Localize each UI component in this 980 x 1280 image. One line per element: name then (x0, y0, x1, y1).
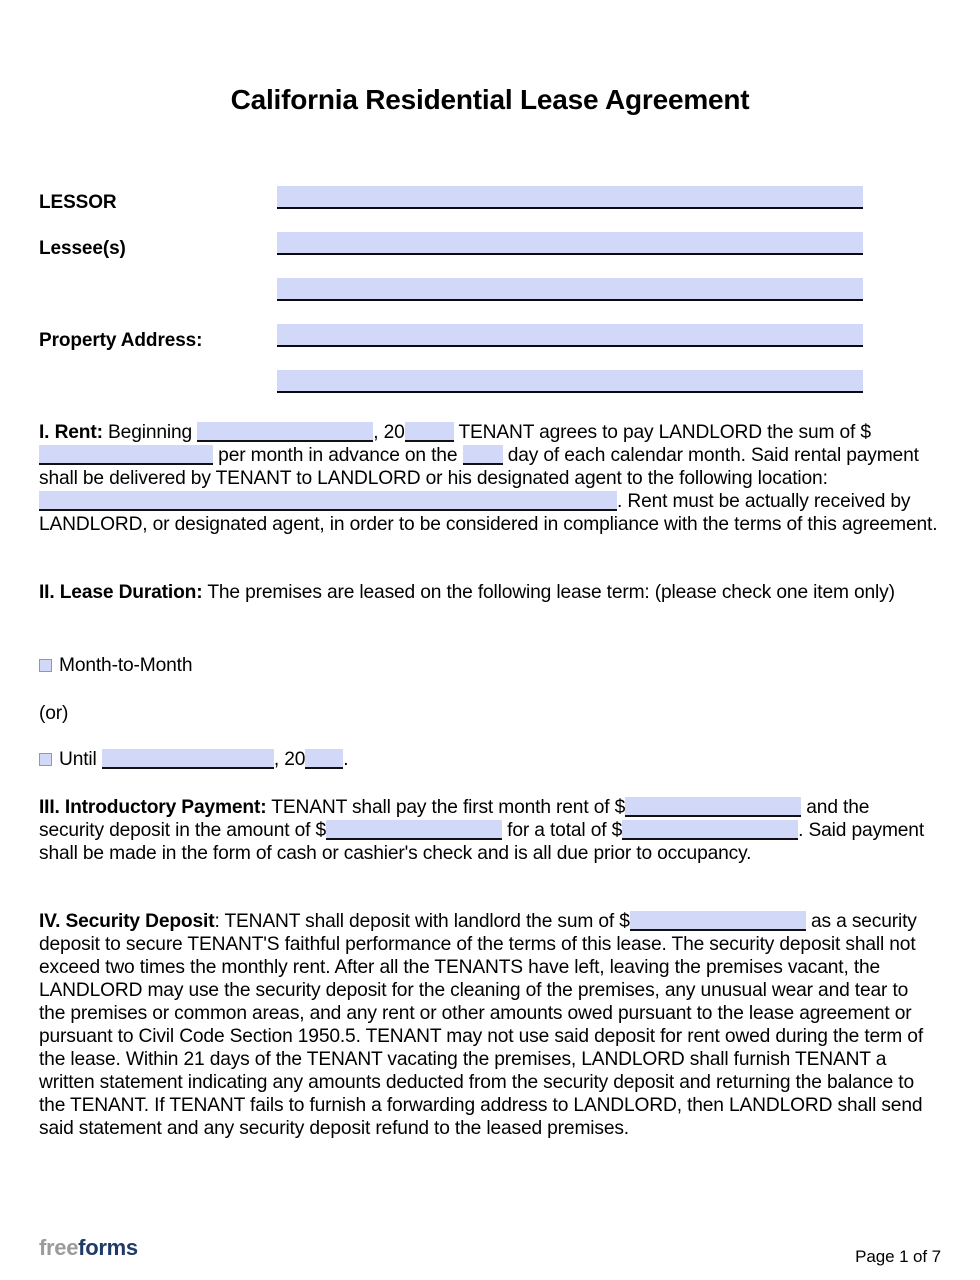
section-introductory-payment-text-1: TENANT shall pay the first month rent of $ (266, 797, 626, 818)
section-introductory-payment-text-2: and the security deposit in the amount of $ (39, 797, 870, 841)
option-month-to-month-label: Month-to-Month (59, 655, 193, 676)
or-separator: (or) (39, 703, 69, 724)
logo-text-forms: forms (78, 1235, 138, 1260)
option-month-to-month[interactable] (39, 654, 192, 677)
until-year-input[interactable] (305, 749, 343, 769)
total-payment-input[interactable] (622, 820, 798, 840)
section-rent-number: I. (39, 422, 50, 443)
property-address-input[interactable] (277, 324, 863, 347)
checkbox-icon-until[interactable] (39, 753, 52, 766)
rent-beginning-date-input[interactable] (197, 422, 373, 442)
section-introductory-payment-text-4: . Said payment shall be made in the form of cash or cashier's check and is all due prior to occupancy. (39, 820, 924, 864)
lessee-row (39, 232, 941, 278)
section-rent-text-1: Beginning (102, 422, 198, 443)
section-rent-text-5: day of each calendar month. Said rental payment shall be delivered by TENANT to LANDLORD or his designated agent to the following location: (39, 445, 919, 489)
lessee-label: Lessee(s) (39, 238, 126, 259)
page-title: California Residential Lease Agreement (230, 84, 750, 115)
lessee-input[interactable] (277, 232, 863, 255)
section-introductory-payment (39, 796, 939, 865)
page-number: Page 1 of 7 (855, 1247, 941, 1266)
until-date-input[interactable] (102, 749, 274, 769)
section-security-deposit-colon: : (214, 911, 225, 932)
section-rent (39, 421, 939, 536)
checkbox-icon-month-to-month[interactable] (39, 659, 52, 672)
lessee-secondary-row (39, 278, 941, 324)
section-lease-duration-heading: Lease Duration: (59, 582, 203, 603)
section-rent-text-4: per month in advance on the (213, 445, 463, 466)
section-introductory-payment-number: III. (39, 797, 60, 818)
property-address-label: Property Address: (39, 330, 203, 351)
first-month-rent-input[interactable] (625, 797, 801, 817)
security-deposit-amount-input[interactable] (326, 820, 502, 840)
option-until-label: Until (59, 749, 102, 770)
section-lease-duration-body: The premises are leased on the following lease term: (please check one item only) (202, 582, 895, 603)
property-address-row (39, 324, 941, 370)
rent-payment-location-input[interactable] (39, 491, 617, 511)
lessor-label: LESSOR (39, 192, 117, 213)
section-security-deposit-text-1: TENANT shall deposit with landlord the sum of $ (224, 911, 630, 932)
section-introductory-payment-heading: Introductory Payment: (64, 797, 267, 818)
lessor-input[interactable] (277, 186, 863, 209)
rent-beginning-year-input[interactable] (405, 422, 454, 442)
section-rent-text-6: . Rent must be actually received by LANDLORD, or designated agent, in order to be considered in compliance with the terms of this agreement. (39, 491, 938, 535)
party-information-block (39, 186, 941, 416)
section-security-deposit (39, 910, 939, 1140)
section-security-deposit-number: IV. (39, 911, 61, 932)
security-deposit-sum-input[interactable] (630, 911, 806, 931)
freeforms-logo (39, 1235, 138, 1261)
option-until[interactable] (39, 748, 348, 771)
section-rent-text-2: , 20 (373, 422, 405, 443)
section-security-deposit-text-2: as a security deposit to secure TENANT'S faithful performance of the terms of this lease. The security deposit shall not exceed two times the monthly rent. After all the TENANTS have left, leaving the premises vacant, the LANDLORD may use the security deposit for the cleaning of the premises, any unusual wear and tear to the premises or common areas, and any rent or other amounts owed pursuant to the lease agreement or pursuant to Civil Code Section 1950.5. TENANT may not use said deposit for rent owed during the term of the lease. Within 21 days of the TENANT vacating the premises, LANDLORD shall furnish TENANT a written statement indicating any amounts deducted from the security deposit and returning the balance to the TENANT. If TENANT fails to furnish a forwarding address to LANDLORD, then LANDLORD shall send said statement and any security deposit refund to the leased premises. (39, 911, 924, 1139)
rent-amount-input[interactable] (39, 445, 213, 465)
property-address-secondary-row (39, 370, 941, 416)
section-security-deposit-heading: Security Deposit (65, 911, 215, 932)
section-lease-duration-number: II. (39, 582, 55, 603)
option-until-mid: , 20 (273, 749, 306, 770)
section-rent-text-3: TENANT agrees to pay LANDLORD the sum of $ (453, 422, 871, 443)
property-address-secondary-input[interactable] (277, 370, 863, 393)
lessor-row (39, 186, 941, 232)
option-until-end: . (343, 749, 349, 770)
section-introductory-payment-text-3: for a total of $ (502, 820, 623, 841)
rent-due-day-input[interactable] (463, 445, 503, 465)
section-rent-heading-text: Rent: (54, 422, 103, 443)
logo-text-free: free (39, 1235, 79, 1260)
section-lease-duration (39, 581, 939, 604)
lessee-secondary-input[interactable] (277, 278, 863, 301)
